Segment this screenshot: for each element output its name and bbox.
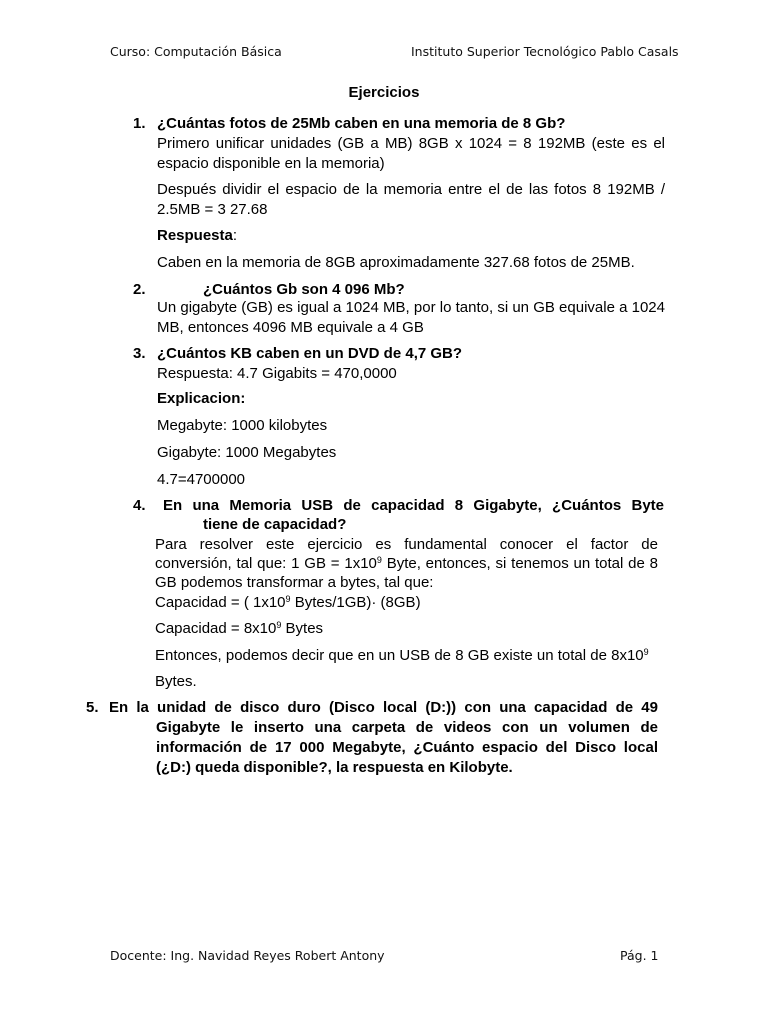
q2-paragraph: Un gigabyte (GB) es igual a 1024 MB, por lo tanto, si un GB equivale a 1024 MB, entonces 4096 MB equivale a 4 GB [157, 299, 665, 336]
q4-cap2-text-a: Capacidad = 8x10 [155, 620, 277, 637]
q4-conclusion [155, 646, 667, 666]
q5-question-line-1: En la unidad de disco duro (Disco local (D:)) con una capacidad de 49 [109, 699, 658, 716]
q4-conclusion-end: Bytes. [155, 673, 197, 690]
q1-answer: Caben en la memoria de 8GB aproximadamente 327.68 fotos de 25MB. [157, 254, 635, 271]
q3-line-gigabyte: Gigabyte: 1000 Megabytes [157, 444, 337, 461]
footer-teacher: Docente: Ing. Navidad Reyes Robert Antony [110, 948, 385, 963]
page-title: Ejercicios [348, 84, 420, 101]
q4-question-line-1: En una Memoria USB de capacidad 8 Gigabyte, ¿Cuántos Byte [163, 497, 664, 514]
header-course: Curso: Computación Básica [110, 44, 282, 59]
q3-line-conversion: 4.7=4700000 [157, 471, 246, 488]
q1-answer-colon: : [232, 227, 238, 244]
q4-paragraph-1 [155, 535, 658, 592]
footer-page-number: Pág. 1 [620, 948, 659, 963]
q4-p1-exponent: 9 [376, 555, 382, 565]
q4-number: 4. [133, 497, 146, 514]
q2-question: ¿Cuántos Gb son 4 096 Mb? [203, 281, 405, 298]
q3-number: 3. [133, 345, 146, 362]
q4-cap2-text-b: Bytes [281, 620, 324, 637]
q1-answer-heading [157, 226, 237, 246]
q1-answer-label: Respuesta [157, 227, 233, 244]
q4-capacity-formula [155, 593, 421, 613]
q4-p3-exponent: 9 [643, 647, 649, 657]
q1-paragraph-1: Primero unificar unidades (GB a MB) 8GB x 1024 = 8 192MB (este es el espacio disponible en la memoria) [157, 135, 665, 172]
q4-capacity-result [155, 619, 323, 639]
q4-cap1-exponent: 9 [285, 594, 291, 604]
q1-paragraph-2: Después dividir el espacio de la memoria entre el de las fotos 8 192MB / 2.5MB = 3 27.68 [157, 181, 665, 218]
q2-number: 2. [133, 281, 146, 298]
q3-question: ¿Cuántos KB caben en un DVD de 4,7 GB? [157, 345, 463, 362]
q4-p1-text-a: Para resolver este ejercicio es fundamental conocer el factor de conversión, tal que: 1 GB = 1x10 [155, 536, 658, 572]
q4-question-line-2: tiene de capacidad? [203, 516, 347, 533]
q4-p1-text-b: Byte, entonces, si tenemos un total de 8 GB podemos transformar a bytes, tal que: [155, 555, 658, 591]
q5-number: 5. [86, 699, 99, 716]
q4-cap1-text-b: Bytes/1GB)· (8GB) [290, 594, 421, 611]
q3-explanation-label: Explicacion: [157, 390, 246, 407]
q1-question: ¿Cuántas fotos de 25Mb caben en una memoria de 8 Gb? [157, 115, 566, 132]
q4-cap1-text-a: Capacidad = ( 1x10 [155, 594, 286, 611]
q4-cap2-exponent: 9 [276, 620, 282, 630]
header-institute: Instituto Superior Tecnológico Pablo Casals [411, 44, 679, 59]
q3-answer: Respuesta: 4.7 Gigabits = 470,0000 [157, 365, 397, 382]
q4-p3-text-a: Entonces, podemos decir que en un USB de 8 GB existe un total de 8x10 [155, 647, 644, 664]
q1-number: 1. [133, 115, 146, 132]
q5-question-rest: Gigabyte le inserto una carpeta de videos con un volumen de información de 17 000 Megabyte, ¿Cuánto espacio del Disco local (¿D:) queda disponible?, la respuesta en Kilobyte. [156, 719, 658, 776]
q3-line-megabyte: Megabyte: 1000 kilobytes [157, 417, 328, 434]
